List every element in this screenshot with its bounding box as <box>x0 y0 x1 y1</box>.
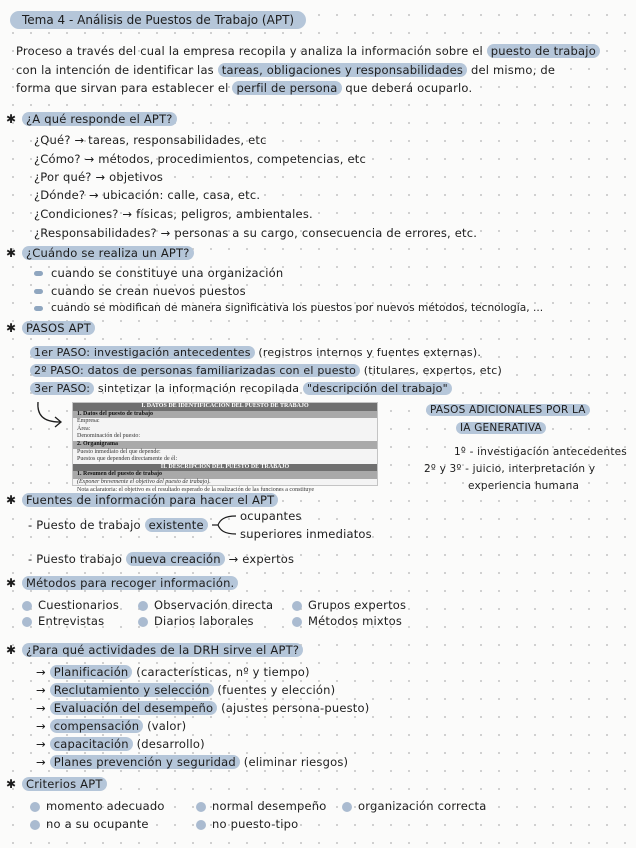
intro-text: que deberá ocuparlo. <box>341 81 473 95</box>
method-text: Diarios laborales <box>154 614 254 628</box>
arrow-icon: → <box>36 719 50 733</box>
highlight: puesto de trabajo <box>487 44 600 58</box>
source-existing <box>28 518 208 532</box>
method-text: Métodos mixtos <box>308 614 403 628</box>
intro-line-2 <box>16 63 555 77</box>
source-text: - Puesto trabajo <box>28 552 127 566</box>
method-item <box>292 598 406 612</box>
step-text: (titulares, expertos, etc) <box>360 364 503 377</box>
section-heading <box>6 777 107 791</box>
section-heading <box>6 321 95 335</box>
form-line: Puesto inmediato del que depende: <box>77 448 161 455</box>
intro-text: Proceso a través del cual la empresa recopila y analiza la información sobre el <box>16 44 487 58</box>
highlight: capacitación <box>50 737 133 751</box>
side-note-line: experiencia humana <box>468 480 580 492</box>
star-icon: ✱ <box>6 246 17 260</box>
highlight: Evaluación del desempeño <box>50 701 218 715</box>
activity-detail: (ajustes persona-puesto) <box>217 701 370 715</box>
item-text: cuando se modifican de manera significativa los puestos por nuevos métodos, tecnología, ... <box>51 302 544 314</box>
highlight: tareas, obligaciones y responsabilidades <box>218 63 467 77</box>
method-item <box>22 598 119 612</box>
method-item <box>292 614 402 628</box>
heading-text: Métodos para recoger información. <box>22 576 238 590</box>
list-item: ¿Condiciones? → físicas, peligros, ambientales. <box>34 207 313 221</box>
activity-item <box>36 701 369 715</box>
bullet-dot <box>138 617 148 627</box>
section-heading <box>6 493 278 507</box>
side-note-line: 1º - investigación antecedentes <box>454 446 627 458</box>
form-subheader: 2. Organigrama <box>73 441 377 449</box>
form-line: Puestos que dependen directamente de él: <box>77 456 178 463</box>
heading-text: Criterios APT <box>22 777 107 791</box>
dash-marker <box>34 289 43 294</box>
criteria-item <box>196 799 327 813</box>
activity-detail: (eliminar riesgos) <box>239 755 349 769</box>
star-icon: ✱ <box>6 493 17 507</box>
method-text: Grupos expertos <box>308 598 407 612</box>
criteria-text: no puesto-tipo <box>212 817 299 831</box>
activity-detail: (desarrollo) <box>132 737 205 751</box>
step-text: (registros internos y fuentes externas). <box>254 346 482 359</box>
list-item: ¿Responsabilidades? → personas a su cargo, consecuencia de errores, etc. <box>34 226 478 240</box>
heading-text: ¿Cuándo se realiza un APT? <box>22 246 194 260</box>
heading-text: PASOS APT <box>22 321 95 335</box>
highlight: Planes prevención y seguridad <box>50 755 240 769</box>
side-note-title <box>456 422 546 434</box>
criteria-item <box>196 817 298 831</box>
dash-marker <box>34 271 43 276</box>
list-item <box>34 266 283 280</box>
intro-text: forma que sirvan para establecer el <box>16 81 233 95</box>
arrow-icon: → <box>36 683 50 697</box>
branch-item: superiores inmediatos <box>240 527 372 541</box>
arrow-icon: → <box>36 665 50 679</box>
star-icon: ✱ <box>6 321 17 335</box>
highlight: 3er PASO: <box>30 382 94 395</box>
branch-item: ocupantes <box>240 509 302 523</box>
list-item: ¿Dónde? → ubicación: calle, casa, etc. <box>34 188 261 202</box>
bullet-dot <box>292 601 302 611</box>
form-line: Empresa: <box>77 418 100 425</box>
star-icon: ✱ <box>6 777 17 791</box>
bullet-dot <box>22 617 32 627</box>
section-heading <box>6 643 303 657</box>
curved-arrow-icon <box>34 400 68 430</box>
step-2 <box>30 364 502 377</box>
section-heading <box>6 246 194 260</box>
item-text: cuando se constituye una organización <box>51 266 284 280</box>
source-new <box>28 552 294 566</box>
method-item <box>138 598 273 612</box>
method-text: Cuestionarios <box>38 598 120 612</box>
highlight: existente <box>145 518 208 532</box>
list-item: ¿Qué? → tareas, responsabilidades, etc <box>34 133 267 147</box>
highlight: perfil de persona <box>232 81 341 95</box>
highlight: Planificación <box>50 665 133 679</box>
step-3 <box>30 382 452 395</box>
form-header: I. DATOS DE IDENTIFICACIÓN DEL PUESTO DE TRABAJO <box>73 403 377 411</box>
criteria-item <box>342 799 487 813</box>
method-item <box>138 614 254 628</box>
intro-line-1 <box>16 44 600 58</box>
source-text: → expertos <box>224 552 295 566</box>
list-item <box>34 284 246 298</box>
activity-item <box>36 755 348 769</box>
criteria-text: momento adecuado <box>46 799 165 813</box>
bullet-dot <box>30 802 40 812</box>
highlight: Reclutamiento y selección <box>50 683 214 697</box>
bullet-dot <box>138 601 148 611</box>
form-line: Denominación del puesto: <box>77 433 140 440</box>
job-description-form-image <box>72 402 378 493</box>
highlight: IA GENERATIVA <box>456 422 546 434</box>
arrow-icon: → <box>36 737 50 751</box>
criteria-text: organización correcta <box>358 799 487 813</box>
brace-arrows-icon <box>208 510 238 540</box>
arrow-icon: → <box>36 755 50 769</box>
intro-text: con la intención de identificar las <box>16 63 218 77</box>
criteria-item <box>30 799 165 813</box>
dash-marker <box>34 306 43 311</box>
heading-text: Fuentes de información para hacer el APT <box>22 493 278 507</box>
page-title <box>10 9 306 28</box>
list-item: ¿Por qué? → objetivos <box>34 170 164 184</box>
form-line: Nota aclaratoria: el objetivo es el resultado esperado de la realización de las funciones a constituye <box>77 486 315 493</box>
highlight: 2º PASO: datos de personas familiarizadas con el puesto <box>30 364 360 377</box>
title-text: Tema 4 - Análisis de Puestos de Trabajo (APT) <box>10 11 306 29</box>
star-icon: ✱ <box>6 576 17 590</box>
criteria-text: normal desempeño <box>212 799 327 813</box>
activity-item <box>36 683 335 697</box>
step-1 <box>30 346 481 359</box>
section-heading <box>6 576 238 590</box>
criteria-item <box>30 817 149 831</box>
source-text: - Puesto de trabajo <box>28 518 145 532</box>
item-text: cuando se crean nuevos puestos <box>51 284 246 298</box>
highlight: nueva creación <box>126 552 225 566</box>
form-header: II. DESCRIPCIÓN DEL PUESTO DE TRABAJO <box>73 464 377 472</box>
activity-detail: (fuentes y elección) <box>213 683 336 697</box>
form-line: Área: <box>77 425 91 432</box>
activity-item <box>36 719 186 733</box>
bullet-dot <box>196 802 206 812</box>
arrow-icon: → <box>36 701 50 715</box>
star-icon: ✱ <box>6 112 17 126</box>
activity-item <box>36 737 205 751</box>
form-subheader: 1. Resumen del puesto de trabajo <box>73 471 377 479</box>
bullet-dot <box>342 802 352 812</box>
list-item <box>34 302 543 314</box>
step-text: sintetizar la información recopilada <box>94 382 303 395</box>
bullet-dot <box>22 601 32 611</box>
activity-detail: (características, nº y tiempo) <box>132 665 310 679</box>
method-text: Observación directa <box>154 598 274 612</box>
highlight: compensación <box>50 719 144 733</box>
method-text: Entrevistas <box>38 614 105 628</box>
activity-item <box>36 665 310 679</box>
activity-detail: (valor) <box>143 719 187 733</box>
section-heading <box>6 112 177 126</box>
intro-line-3 <box>16 81 472 95</box>
heading-text: ¿Para qué actividades de la DRH sirve el APT? <box>22 643 303 657</box>
list-item: ¿Cómo? → métodos, procedimientos, competencias, etc <box>34 152 367 166</box>
bullet-dot <box>30 820 40 830</box>
side-note-line: 2º y 3º - juicio, interpretación y <box>424 463 596 475</box>
form-line: (Exponer brevemente el objetivo del puesto de trabajo). <box>77 478 211 485</box>
method-item <box>22 614 104 628</box>
bullet-dot <box>196 820 206 830</box>
highlight: PASOS ADICIONALES POR LA <box>426 404 590 416</box>
highlight: 1er PASO: investigación antecedentes <box>30 346 255 359</box>
star-icon: ✱ <box>6 643 17 657</box>
highlight: "descripción del trabajo" <box>303 382 452 395</box>
heading-text: ¿A qué responde el APT? <box>22 112 177 126</box>
form-subheader: 1. Datos del puesto de trabajo <box>73 411 377 419</box>
bullet-dot <box>292 617 302 627</box>
side-note-title <box>426 404 590 416</box>
criteria-text: no a su ocupante <box>46 817 149 831</box>
intro-text: del mismo, de <box>467 63 556 77</box>
